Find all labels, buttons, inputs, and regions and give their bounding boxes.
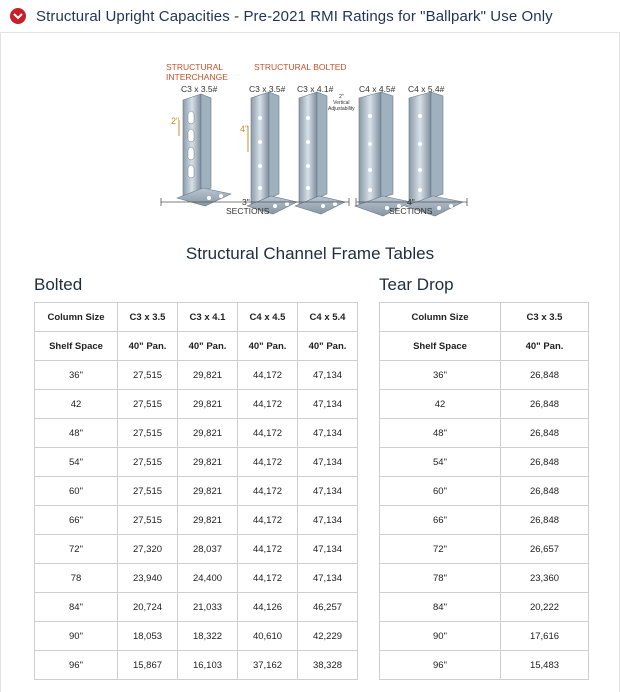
table-cell: 96" <box>380 651 501 680</box>
table-header-cell: C4 x 4.5 <box>238 303 298 332</box>
table-cell: 47,134 <box>298 564 358 593</box>
table-cell: 47,134 <box>298 419 358 448</box>
adjustability-label: 2" Vertical Adjustability <box>328 94 355 112</box>
table-cell: 20,222 <box>501 593 589 622</box>
table-cell: 44,172 <box>238 390 298 419</box>
table-cell: 96" <box>35 651 118 680</box>
table-cell: 44,172 <box>238 477 298 506</box>
table-cell: 47,134 <box>298 535 358 564</box>
table-row <box>380 419 589 448</box>
c4-45-label: C4 x 4.5# <box>359 84 396 94</box>
table-cell: 23,360 <box>501 564 589 593</box>
section-4-text: SECTIONS <box>389 206 433 216</box>
table-cell: 24,400 <box>178 564 238 593</box>
table-row <box>380 448 589 477</box>
table-cell: 26,848 <box>501 448 589 477</box>
c3-41-label: C3 x 4.1# <box>297 84 334 94</box>
table-cell: 26,848 <box>501 477 589 506</box>
table-cell: 54" <box>35 448 118 477</box>
table-cell: 44,172 <box>238 361 298 390</box>
table-cell: 44,172 <box>238 419 298 448</box>
table-cell: 26,848 <box>501 390 589 419</box>
table-cell: 27,515 <box>118 361 178 390</box>
table-cell: 78" <box>380 564 501 593</box>
table-cell: 84" <box>35 593 118 622</box>
table-header-row <box>380 332 589 361</box>
table-cell: 66" <box>35 506 118 535</box>
upright-c3-41 <box>295 92 345 214</box>
upright-c4-45 <box>355 92 411 216</box>
table-cell: 60" <box>380 477 501 506</box>
table-cell: 27,515 <box>118 506 178 535</box>
table-cell: 29,821 <box>178 390 238 419</box>
table-row <box>380 593 589 622</box>
table-cell: 90" <box>35 622 118 651</box>
table-cell: 84" <box>380 593 501 622</box>
table-cell: 18,053 <box>118 622 178 651</box>
table-row <box>380 651 589 680</box>
table-cell: 44,172 <box>238 535 298 564</box>
table-row <box>35 564 358 593</box>
table-row <box>35 419 358 448</box>
table-row <box>380 477 589 506</box>
table-row <box>35 622 358 651</box>
table-header-row <box>35 303 358 332</box>
dim-4-label: 4" <box>240 124 249 134</box>
table-row <box>35 506 358 535</box>
table-cell: 90" <box>380 622 501 651</box>
table-cell: 21,033 <box>178 593 238 622</box>
c4-54-label: C4 x 5.4# <box>408 84 445 94</box>
table-header-cell: Column Size <box>380 303 501 332</box>
table-cell: 26,848 <box>501 419 589 448</box>
teardrop-table <box>379 302 589 680</box>
table-cell: 44,172 <box>238 448 298 477</box>
c3-35-bolted-label: C3 x 3.5# <box>249 84 286 94</box>
table-cell: 26,657 <box>501 535 589 564</box>
table-cell: 46,257 <box>298 593 358 622</box>
table-header-cell: Column Size <box>35 303 118 332</box>
table-header-cell: C3 x 3.5 <box>118 303 178 332</box>
table-row <box>380 506 589 535</box>
table-cell: 48" <box>35 419 118 448</box>
table-header-cell: 40" Pan. <box>118 332 178 361</box>
table-cell: 36" <box>35 361 118 390</box>
table-cell: 29,821 <box>178 419 238 448</box>
table-cell: 66" <box>380 506 501 535</box>
table-row <box>380 361 589 390</box>
section-3-number: 3" <box>242 197 250 207</box>
table-row <box>35 361 358 390</box>
table-cell: 26,848 <box>501 506 589 535</box>
table-row <box>380 535 589 564</box>
table-cell: 37,162 <box>238 651 298 680</box>
table-cell: 27,515 <box>118 448 178 477</box>
table-cell: 47,134 <box>298 506 358 535</box>
upright-interchange <box>177 94 231 206</box>
table-row <box>35 477 358 506</box>
table-header-cell: 40" Pan. <box>298 332 358 361</box>
teardrop-heading: Tear Drop <box>379 275 454 294</box>
section-3-text: SECTIONS <box>226 206 270 216</box>
accordion-panel <box>0 32 620 692</box>
table-cell: 47,134 <box>298 361 358 390</box>
table-header-cell: C4 x 5.4 <box>298 303 358 332</box>
table-header-cell: 40" Pan. <box>178 332 238 361</box>
bolted-table <box>34 302 358 680</box>
table-cell: 27,515 <box>118 477 178 506</box>
table-cell: 60" <box>35 477 118 506</box>
table-cell: 15,483 <box>501 651 589 680</box>
table-header-row <box>35 332 358 361</box>
table-row <box>35 593 358 622</box>
table-header-cell: Shelf Space <box>35 332 118 361</box>
table-cell: 47,134 <box>298 390 358 419</box>
table-header-row <box>380 303 589 332</box>
upright-diagram <box>151 60 481 250</box>
table-cell: 18,322 <box>178 622 238 651</box>
table-cell: 17,616 <box>501 622 589 651</box>
table-cell: 28,037 <box>178 535 238 564</box>
table-row <box>35 651 358 680</box>
table-header-cell: C3 x 4.1 <box>178 303 238 332</box>
table-cell: 23,940 <box>118 564 178 593</box>
table-row <box>35 448 358 477</box>
table-cell: 72" <box>380 535 501 564</box>
chevron-down-icon[interactable] <box>10 8 26 24</box>
dim-2-label: 2" <box>171 116 180 126</box>
table-row <box>35 390 358 419</box>
table-cell: 38,328 <box>298 651 358 680</box>
upright-c3-35 <box>247 92 297 214</box>
table-cell: 54" <box>380 448 501 477</box>
table-header-cell: Shelf Space <box>380 332 501 361</box>
accordion-header[interactable] <box>0 0 620 33</box>
table-cell: 27,515 <box>118 390 178 419</box>
table-cell: 29,821 <box>178 506 238 535</box>
table-cell: 26,848 <box>501 361 589 390</box>
table-cell: 36" <box>380 361 501 390</box>
table-cell: 78 <box>35 564 118 593</box>
accordion-title: Structural Upright Capacities - Pre-2021 RMI Ratings for "Ballpark" Use Only <box>36 7 553 25</box>
table-cell: 42,229 <box>298 622 358 651</box>
table-row <box>380 564 589 593</box>
table-cell: 29,821 <box>178 361 238 390</box>
table-row <box>35 535 358 564</box>
table-header-cell: 40" Pan. <box>238 332 298 361</box>
page-title: Structural Channel Frame Tables <box>185 244 435 263</box>
table-cell: 20,724 <box>118 593 178 622</box>
bolted-label: STRUCTURAL BOLTED <box>254 62 347 72</box>
section-4-number: 4" <box>407 197 415 207</box>
table-cell: 44,172 <box>238 564 298 593</box>
table-cell: 27,320 <box>118 535 178 564</box>
table-cell: 47,134 <box>298 477 358 506</box>
table-cell: 40,610 <box>238 622 298 651</box>
table-cell: 44,126 <box>238 593 298 622</box>
table-header-cell: C3 x 3.5 <box>501 303 589 332</box>
table-row <box>380 390 589 419</box>
interchange-text: STRUCTURAL INTERCHANGE <box>166 62 228 82</box>
table-cell: 27,515 <box>118 419 178 448</box>
table-cell: 29,821 <box>178 448 238 477</box>
table-row <box>380 622 589 651</box>
table-cell: 16,103 <box>178 651 238 680</box>
table-cell: 47,134 <box>298 448 358 477</box>
table-header-cell: 40" Pan. <box>501 332 589 361</box>
table-cell: 72" <box>35 535 118 564</box>
bolted-heading: Bolted <box>34 275 83 294</box>
table-cell: 15,867 <box>118 651 178 680</box>
c3-35-interchange-label: C3 x 3.5# <box>181 84 218 94</box>
table-cell: 42 <box>380 390 501 419</box>
table-cell: 42 <box>35 390 118 419</box>
table-cell: 29,821 <box>178 477 238 506</box>
table-cell: 48" <box>380 419 501 448</box>
upright-illustration <box>151 60 481 220</box>
table-cell: 44,172 <box>238 506 298 535</box>
